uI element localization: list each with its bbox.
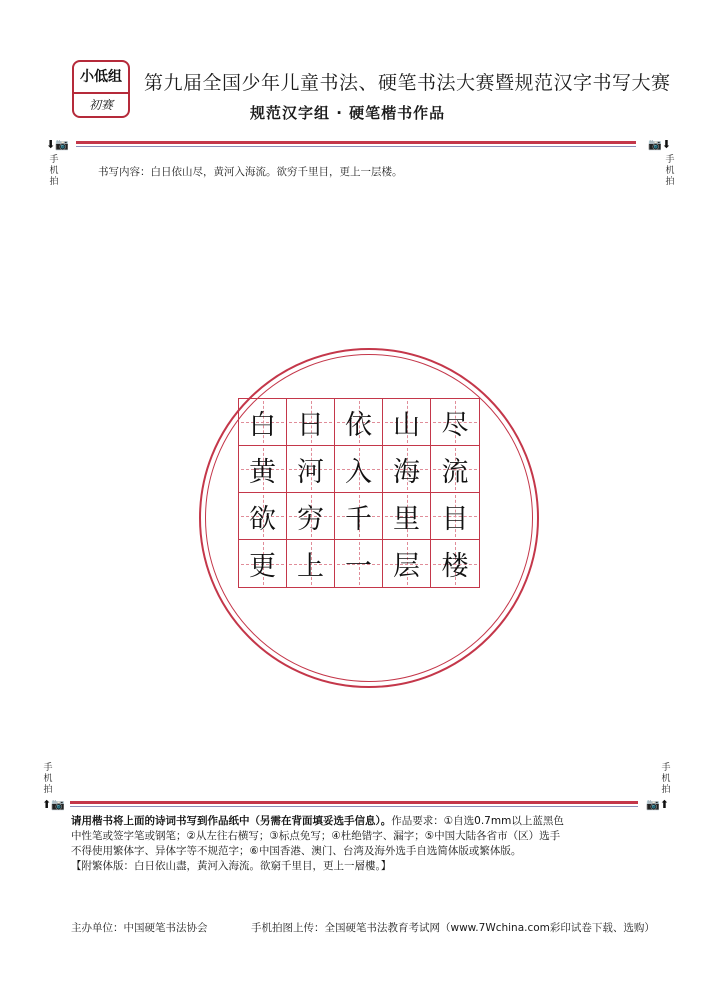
grid-cell [383, 399, 431, 446]
grid-cell [431, 540, 479, 587]
phone-shoot-label: 手机拍 [661, 763, 671, 795]
grid-cell [239, 399, 287, 446]
grid-cell [239, 446, 287, 493]
camera-icon: ⬆📷 [42, 798, 65, 811]
grid-cell [431, 493, 479, 540]
grid-character: 目 [441, 503, 469, 535]
grid-character: 河 [297, 456, 324, 488]
top-divider [76, 141, 636, 148]
grid-character: 层 [393, 551, 420, 582]
grid-character: 山 [393, 409, 420, 441]
upload-info: 手机拍图上传：全国硬笔书法教育考试网（www.7Wchina.com彩印试卷下载、选购） [251, 922, 655, 934]
phone-shoot-label: 手机拍 [49, 155, 59, 187]
grid-character: 上 [297, 551, 324, 582]
grid-cell [335, 493, 383, 540]
phone-shoot-label: 手机拍 [43, 763, 53, 795]
instructions-line-1 [71, 814, 647, 829]
grid-character: 穷 [297, 503, 324, 535]
grid-character: 流 [441, 456, 469, 488]
grid-character: 尽 [441, 409, 469, 441]
organizer-label: 主办单位：中国硬笔书法协会 [71, 922, 208, 934]
badge-group-label: 小低组 [74, 62, 128, 94]
grid-character: 欲 [249, 503, 276, 535]
category-subtitle: 规范汉字组 · 硬笔楷书作品 [250, 104, 446, 122]
bottom-divider [70, 801, 638, 808]
camera-icon: 📷⬆ [646, 798, 669, 811]
grid-cell [239, 493, 287, 540]
grid-cell [335, 446, 383, 493]
grid-character: 白 [249, 409, 276, 441]
grid-cell [383, 540, 431, 587]
grid-cell [335, 399, 383, 446]
grid-cell [431, 399, 479, 446]
grid-character: 日 [297, 409, 324, 441]
camera-icon: ⬇📷 [46, 138, 69, 151]
traditional-version: 【附繁体版：白日依山盡，黃河入海流。欲窮千里目，更上一層樓。】 [71, 860, 392, 872]
instructions-line-2: 中性笔或签字笔或钢笔；②从左往右横写；③标点免写；④杜绝错字、漏字；⑤中国大陆各省市（区）选手 [71, 830, 561, 842]
instructions-lead: 请用楷书将上面的诗词书写到作品纸中（另需在背面填妥选手信息）。 [71, 815, 392, 827]
grid-character: 入 [345, 456, 372, 488]
grid-character: 千 [345, 503, 372, 535]
grid-character: 里 [393, 503, 420, 535]
group-badge [72, 60, 130, 118]
grid-cell [335, 540, 383, 587]
grid-character: 黄 [249, 456, 276, 488]
grid-cell [383, 493, 431, 540]
grid-cell [287, 446, 335, 493]
grid-character: 楼 [441, 551, 469, 582]
grid-cell [383, 446, 431, 493]
badge-round-label: 初赛 [88, 98, 113, 112]
camera-icon: 📷⬇ [648, 138, 671, 151]
instructions-block [71, 814, 647, 874]
grid-character: 更 [249, 551, 276, 582]
grid-character: 一 [345, 551, 372, 582]
grid-cell [287, 493, 335, 540]
phone-shoot-label: 手机拍 [665, 155, 675, 187]
instructions-req: 作品要求：①自选0.7mm以上蓝黑色 [391, 815, 564, 827]
writing-content: 书写内容：白日依山尽，黄河入海流。欲穷千里目，更上一层楼。 [98, 166, 403, 178]
grid-character: 海 [393, 456, 420, 488]
instructions-line-3: 不得使用繁体字、异体字等不规范字；⑥中国香港、澳门、台湾及海外选手自选简体版或繁体版。 [71, 845, 522, 857]
competition-title: 第九届全国少年儿童书法、硬笔书法大赛暨规范汉字书写大赛 [144, 72, 671, 94]
grid-character: 依 [345, 409, 372, 441]
grid-cell [239, 540, 287, 587]
tianzige-grid [238, 398, 480, 588]
grid-cell [287, 540, 335, 587]
grid-cell [287, 399, 335, 446]
grid-cell [431, 446, 479, 493]
